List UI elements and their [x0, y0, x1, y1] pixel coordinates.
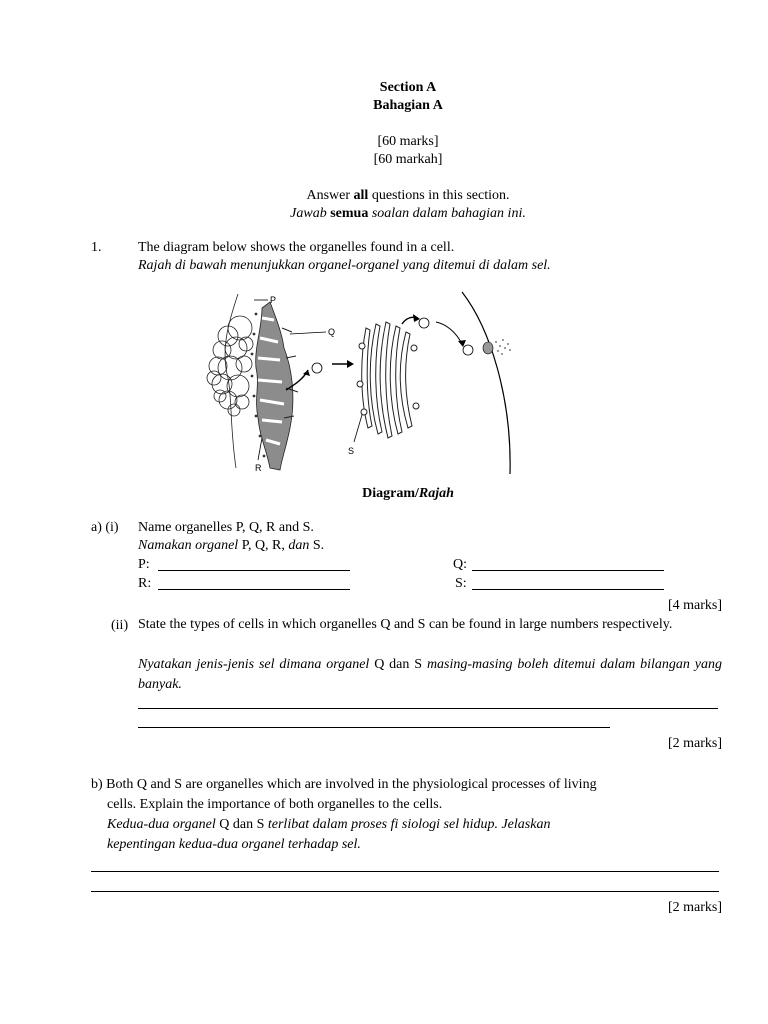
answer-b-line-1[interactable]	[91, 871, 719, 872]
part-b-question-malay-1: Kedua-dua organel Q dan S terlibat dalam proses fi siologi sel hidup. Jelaskan	[107, 817, 551, 832]
vesicle-1	[312, 363, 322, 373]
answer-a-ii-line-2[interactable]	[138, 727, 610, 728]
label-line-q	[290, 332, 326, 334]
question-stem: The diagram below shows the organelles found in a cell.	[138, 240, 455, 255]
vesicle-2	[419, 318, 429, 328]
section-marks: [60 marks]	[377, 134, 439, 149]
answer-r-label: R:	[138, 576, 152, 591]
arrow-head-3	[413, 314, 420, 322]
vesicle-3	[463, 345, 473, 355]
label-r: R	[255, 463, 262, 473]
section-marks-malay: [60 markah]	[373, 152, 443, 167]
answer-s-label: S:	[455, 576, 467, 591]
arrow-head-2	[347, 360, 354, 368]
label-s: S	[348, 446, 355, 456]
question-number: 1.	[91, 240, 102, 255]
part-a-ii-marks: [2 marks]	[667, 736, 722, 751]
secretion-vesicle	[483, 342, 493, 354]
secretion-dots	[495, 339, 511, 355]
instruction: Answer all questions in this section.	[306, 188, 510, 203]
label-p: P	[270, 295, 277, 305]
instruction-malay: Jawab semua soalan dalam bahagian ini.	[290, 206, 526, 221]
cell-membrane	[462, 292, 510, 474]
part-a-ii-label: (ii)	[111, 618, 129, 633]
part-a-i-question: Name organelles P, Q, R and S.	[138, 520, 314, 535]
answer-s-line[interactable]	[472, 589, 664, 590]
question-stem-malay: Rajah di bawah menunjukkan organel-organel yang ditemui di dalam sel.	[138, 258, 551, 273]
part-b-question-line-1: b) Both Q and S are organelles which are involved in the physiological processes of living	[91, 777, 597, 792]
organelle-diagram	[200, 288, 530, 478]
part-b-question-line-2: cells. Explain the importance of both organelles to the cells.	[107, 797, 443, 812]
part-b-marks: [2 marks]	[667, 900, 722, 915]
diagram-caption: Diagram/Rajah	[362, 486, 454, 501]
answer-q-line[interactable]	[472, 570, 664, 571]
nucleus-shape	[207, 294, 253, 468]
part-a-i-question-malay: Namakan organel P, Q, R, dan S.	[138, 538, 325, 553]
part-a-i-marks: [4 marks]	[667, 598, 722, 613]
answer-b-line-2[interactable]	[91, 891, 719, 892]
label-line-r	[258, 438, 262, 460]
arrow-curved-3	[436, 322, 462, 344]
section-title-malay: Bahagian A	[373, 98, 443, 113]
label-q: Q	[328, 327, 336, 337]
answer-p-label: P:	[138, 557, 150, 572]
part-a-ii-question: State the types of cells in which organelles Q and S can be found in large numbers respectively.	[138, 617, 673, 632]
answer-r-line[interactable]	[158, 589, 350, 590]
section-title: Section A	[379, 80, 437, 95]
golgi-apparatus-shape	[357, 322, 419, 438]
answer-p-line[interactable]	[158, 570, 350, 571]
part-b-question-malay-2: kepentingan kedua-dua organel terhadap sel.	[107, 837, 361, 852]
answer-a-ii-line-1[interactable]	[138, 708, 718, 709]
part-a-label: a) (i)	[91, 520, 119, 535]
answer-q-label: Q:	[453, 557, 467, 572]
part-a-ii-question-malay: Nyatakan jenis-jenis sel dimana organel Q dan S masing-masing boleh ditemui dalam bilangan yang banyak.	[138, 657, 722, 692]
